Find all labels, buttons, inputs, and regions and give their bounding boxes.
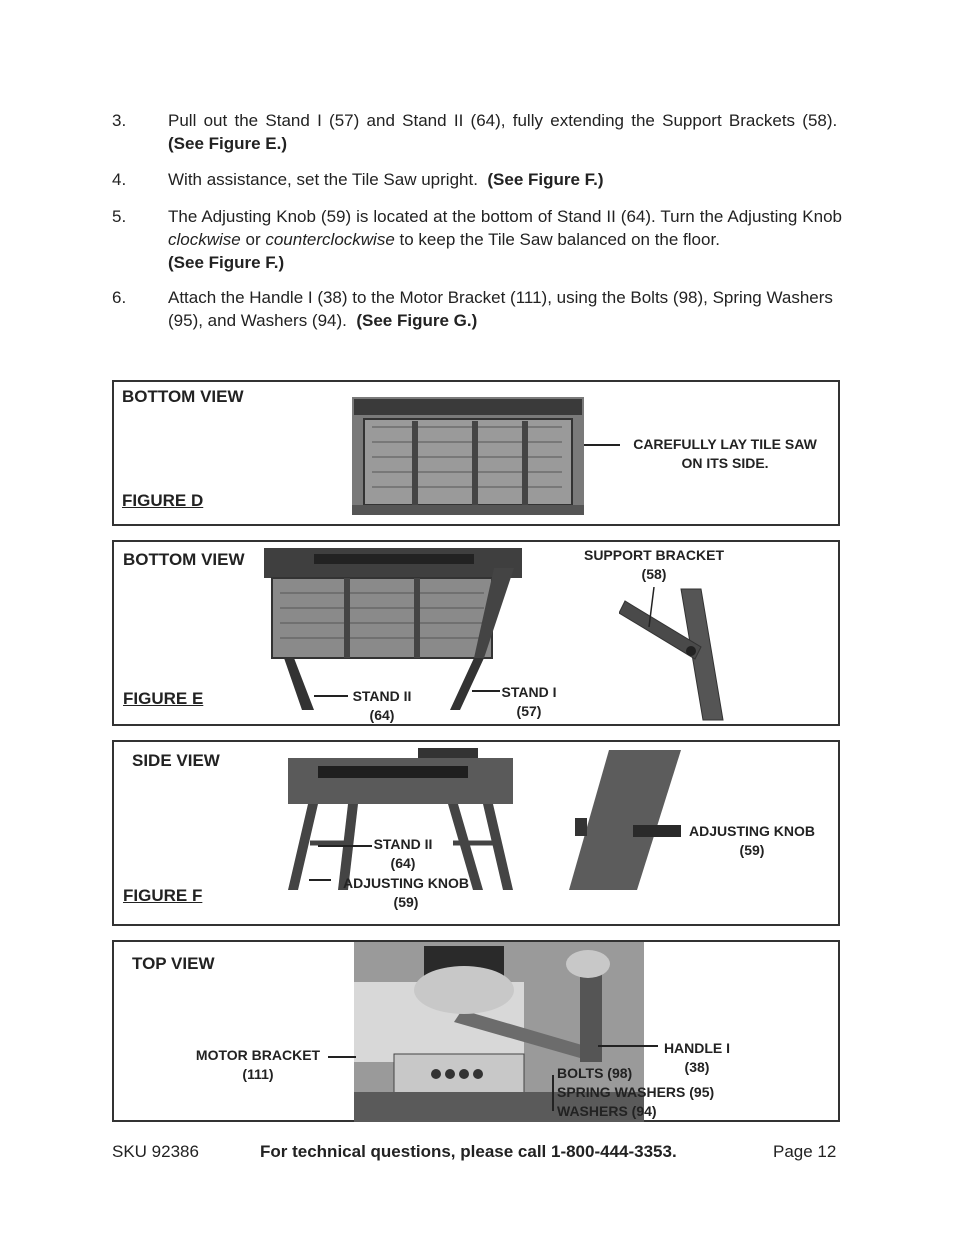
support-bracket-photo <box>619 587 729 722</box>
step-text: Pull out the Stand I (57) and Stand II (64), fully extending the Support Brackets (58). (See Figure E.) <box>168 111 838 153</box>
step-4 <box>112 168 842 191</box>
callout-stand-2: STAND II (64) <box>352 688 412 723</box>
step-text: Attach the Handle I (38) to the Motor Bracket (111), using the Bolts (98), Spring Washers (95), and Washers (94). (See Figure G.) <box>168 288 833 330</box>
figure-reference: (See Figure G.) <box>356 311 478 330</box>
tile-saw-stands-photo <box>264 548 522 710</box>
view-label: BOTTOM VIEW <box>122 387 244 406</box>
view-label: SIDE VIEW <box>132 751 220 770</box>
figure-label: FIGURE F <box>123 886 203 905</box>
tile-saw-on-side-photo <box>352 397 584 515</box>
figure-label: FIGURE D <box>122 491 204 510</box>
figure-reference: (See Figure F.) <box>487 170 604 189</box>
callout-lay-on-side: CAREFULLY LAY TILE SAW ON ITS SIDE. <box>633 436 817 471</box>
step-6 <box>112 286 842 332</box>
figure-reference: (See Figure F.) <box>168 253 285 272</box>
step-number: 5. <box>112 207 127 226</box>
callout-adjusting-knob-left: ADJUSTING KNOB (59) <box>342 875 469 910</box>
figure-reference: (See Figure E.) <box>168 134 288 153</box>
callout-line <box>328 1056 356 1058</box>
figure-d <box>112 380 840 526</box>
figure-label: FIGURE E <box>123 689 204 708</box>
footer-sku: SKU 92386 <box>112 1142 199 1161</box>
figure-f <box>112 740 840 926</box>
callout-support-bracket: SUPPORT BRACKET (58) <box>583 547 724 582</box>
callout-motor-bracket: MOTOR BRACKET (111) <box>195 1047 321 1082</box>
step-text: With assistance, set the Tile Saw upright. (See Figure F.) <box>168 170 604 189</box>
callout-line <box>584 444 620 446</box>
figure-g <box>112 940 840 1122</box>
callout-stand-1: STAND I (57) <box>501 684 557 719</box>
callout-fasteners: BOLTS (98) SPRING WASHERS (95) WASHERS (94) <box>557 1065 715 1119</box>
adjusting-knob-closeup-photo <box>569 750 681 890</box>
callout-line <box>309 879 331 881</box>
callout-bracket <box>552 1075 554 1111</box>
step-number: 4. <box>112 170 127 189</box>
step-number: 3. <box>112 111 127 130</box>
figure-e <box>112 540 840 726</box>
callout-stand-2: STAND II (64) <box>373 836 433 871</box>
callout-line <box>598 1045 658 1047</box>
step-text: The Adjusting Knob (59) is located at the bottom of Stand II (64). Turn the Adjusting Knob clockwise or counterclockwise to keep the Tile Saw balanced on the floor. (See Figure F.) <box>168 207 842 272</box>
footer-tech-support: For technical questions, please call 1-800-444-3353. <box>260 1142 677 1161</box>
callout-handle: HANDLE I (38) <box>663 1040 731 1075</box>
view-label: BOTTOM VIEW <box>123 550 245 569</box>
step-5 <box>112 205 842 274</box>
footer-page-number: Page 12 <box>773 1142 837 1161</box>
step-number: 6. <box>112 288 127 307</box>
step-3 <box>112 109 842 155</box>
view-label: TOP VIEW <box>132 954 215 973</box>
callout-adjusting-knob-right: ADJUSTING KNOB (59) <box>688 823 815 858</box>
